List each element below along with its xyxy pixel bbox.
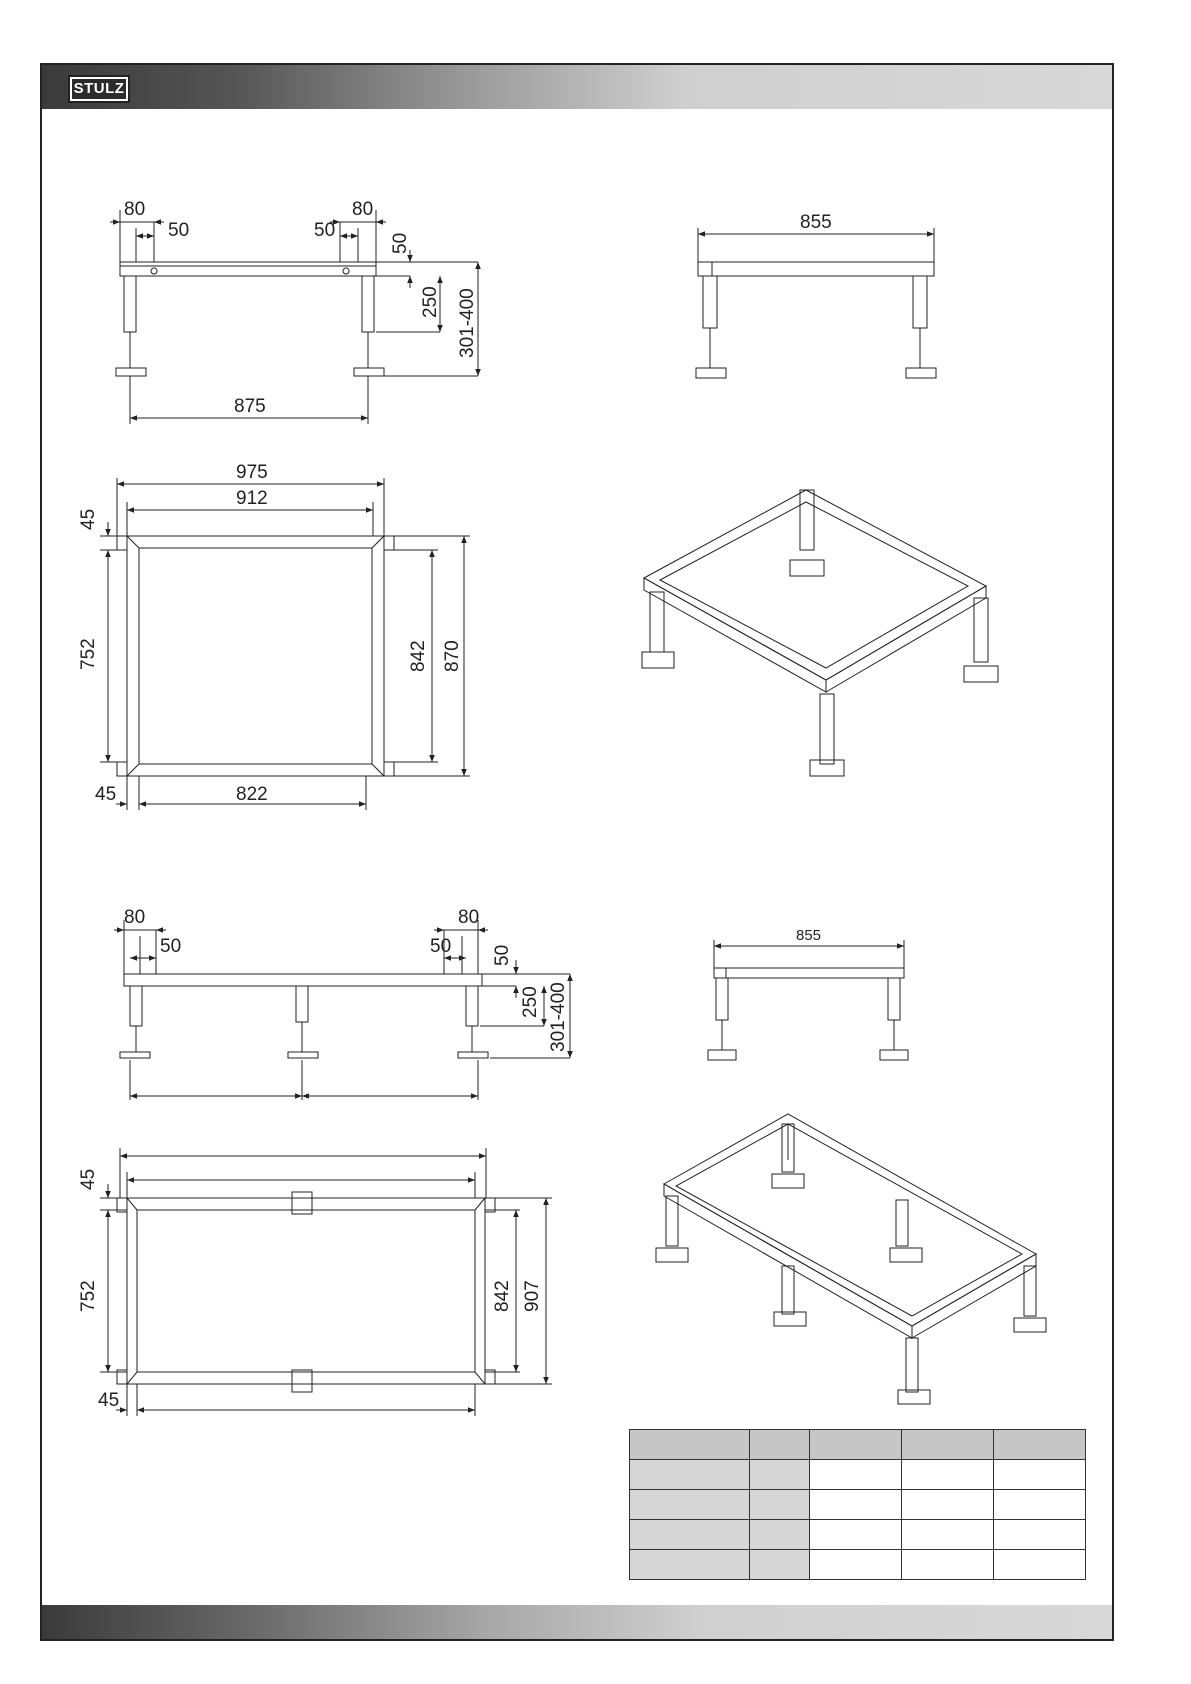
dim-50-right: 50 (314, 220, 336, 241)
dim-912: 912 (236, 488, 268, 509)
table-row (630, 1460, 1086, 1490)
dim-50-left: 50 (168, 220, 190, 241)
drawing-2-isometric-view (656, 1114, 1046, 1404)
drawing-2-side-view (708, 940, 908, 1060)
dim2-50-left: 50 (160, 936, 182, 957)
table-cell (750, 1520, 810, 1550)
dim-301-400: 301-400 (457, 288, 478, 358)
dim-975: 975 (236, 462, 268, 483)
table-cell (630, 1490, 750, 1520)
table-header-row (630, 1430, 1086, 1460)
dim2-855: 855 (796, 927, 822, 944)
dim2-842: 842 (492, 1280, 513, 1312)
specification-table (629, 1429, 1086, 1580)
table-cell (810, 1490, 902, 1520)
table-row (630, 1520, 1086, 1550)
dim2-752: 752 (78, 1280, 99, 1312)
dim2-50-top: 50 (492, 944, 513, 966)
dim-875: 875 (234, 396, 266, 417)
table-header-cell (810, 1430, 902, 1460)
table-cell (994, 1490, 1086, 1520)
table-header-cell (750, 1430, 810, 1460)
drawing-2-plan-view (100, 1148, 552, 1416)
table-cell (994, 1550, 1086, 1580)
table-cell (630, 1460, 750, 1490)
table-cell (810, 1550, 902, 1580)
drawing-1-isometric-view (642, 490, 998, 776)
table-cell (902, 1520, 994, 1550)
table-cell (750, 1550, 810, 1580)
table-cell (630, 1520, 750, 1550)
drawing-1-side-view (696, 228, 936, 378)
dim2-250: 250 (520, 986, 541, 1018)
dim-870: 870 (442, 640, 463, 672)
table-cell (902, 1490, 994, 1520)
dim-80-right: 80 (352, 199, 374, 220)
dim-752: 752 (78, 638, 99, 670)
logo-text: STULZ (73, 80, 125, 97)
table-cell (902, 1550, 994, 1580)
table-row (630, 1490, 1086, 1520)
table-cell (994, 1460, 1086, 1490)
dim-855: 855 (800, 212, 832, 233)
dim2-50-right: 50 (430, 936, 452, 957)
dim2-80-right: 80 (458, 907, 480, 928)
table-cell (902, 1460, 994, 1490)
table-cell (810, 1520, 902, 1550)
dim-842: 842 (408, 640, 429, 672)
dim2-45-bottom: 45 (98, 1390, 120, 1411)
table-cell (750, 1490, 810, 1520)
dim2-80-left: 80 (124, 907, 146, 928)
dim2-301-400: 301-400 (548, 982, 569, 1052)
dim-50-top: 50 (390, 232, 411, 254)
table-header-cell (994, 1430, 1086, 1460)
table-row (630, 1550, 1086, 1580)
dim-250: 250 (420, 286, 441, 318)
table-header-cell (630, 1430, 750, 1460)
table-cell (810, 1460, 902, 1490)
table-header-cell (902, 1430, 994, 1460)
dim2-45-top: 45 (78, 1168, 99, 1190)
dim2-907: 907 (522, 1280, 543, 1312)
table-cell (750, 1460, 810, 1490)
dim-45-top: 45 (78, 508, 99, 530)
dim-822: 822 (236, 784, 268, 805)
table-cell (630, 1550, 750, 1580)
dim-45-bottom: 45 (95, 784, 117, 805)
table-cell (994, 1520, 1086, 1550)
dim-80-left: 80 (124, 199, 146, 220)
